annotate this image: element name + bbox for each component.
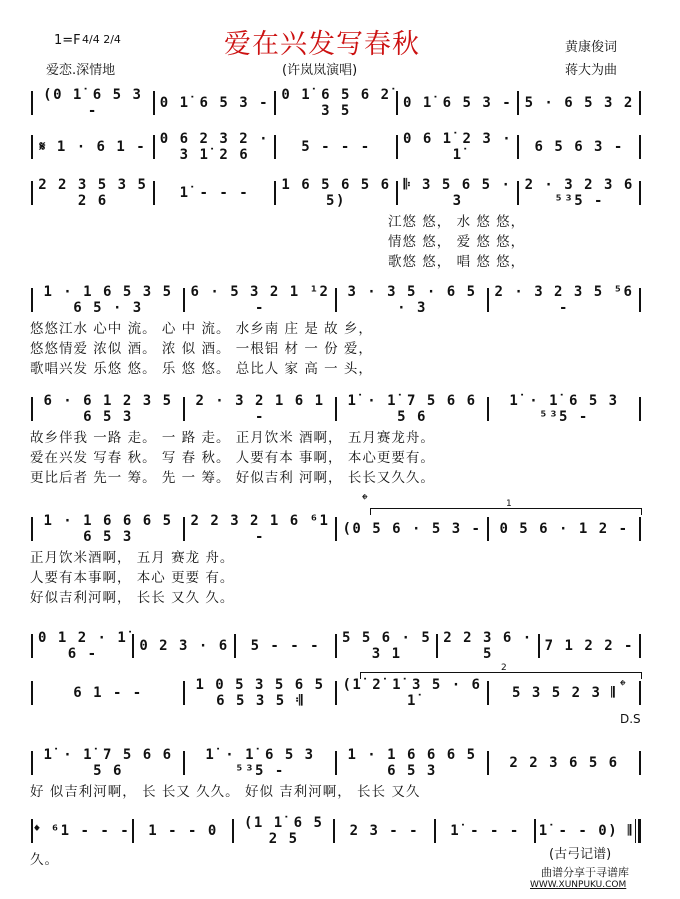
barline: [639, 751, 641, 775]
barline: [639, 135, 641, 159]
barline: [335, 751, 337, 775]
barline: [396, 91, 398, 115]
barline: [396, 135, 398, 159]
lyric-line: 好似吉利河啊， 长长 又久 久。: [30, 590, 235, 606]
measure: 2 · 3 2 1 6 1 -: [195, 393, 325, 425]
barline: [335, 634, 337, 658]
measure: 6 5 6 3 -: [534, 139, 624, 155]
volta-bracket: [370, 499, 642, 515]
measure: 1 · 1 6 6 6 5 6 5 3: [43, 513, 173, 545]
barline: [333, 819, 335, 843]
barline: [487, 751, 489, 775]
barline: [153, 135, 155, 159]
measure: 1̇ · 1̇ 6 5 3 ⁵³5 -: [205, 747, 315, 779]
coda-mark: 𝄌: [362, 490, 368, 509]
measure: (0 5 6 · 5 3 -: [342, 521, 482, 537]
barline: [487, 681, 489, 705]
notation-line: [30, 87, 642, 119]
barline: [639, 397, 641, 421]
lyric-line: 歌唱兴发 乐悠 悠。 乐 悠 悠。 总比人 家 高 一 头，: [30, 361, 373, 377]
measure: 1 6 5 6 5 6 5): [281, 177, 391, 209]
lyric-line: 更比后者 先一 筹。 先 一 筹。 好似吉利 河啊， 长长又久久。: [30, 470, 435, 486]
barline: [183, 288, 185, 312]
barline: [534, 819, 536, 843]
measure: 𝄋 1 · 6 1 -: [39, 139, 147, 155]
barline: [639, 288, 641, 312]
barline: [31, 819, 33, 843]
measure: 1 · 1 6 5 3 5 6 5 · 3: [43, 284, 173, 316]
barline: [635, 819, 641, 843]
measure: 5 - - -: [301, 139, 371, 155]
barline: [31, 751, 33, 775]
measure: 1 · 1 6 6 6 5 6 5 3: [347, 747, 477, 779]
singer-credit: (许岚岚演唱): [282, 63, 358, 78]
lyric-line: 好 似吉利河啊， 长 长又 久久。 好似 吉利河啊， 长长 又久: [30, 784, 421, 800]
lyric-line: 久。: [30, 852, 59, 868]
barline: [335, 681, 337, 705]
composer-credit: 蒋大为曲: [565, 63, 618, 78]
measure: 1̇ - - -: [179, 185, 250, 201]
style-marking: 爱恋.深情地: [46, 63, 116, 78]
measure: 2 · 3 2 3 5 ⁵6 -: [494, 284, 634, 316]
coda-mark: 𝄌: [620, 676, 626, 695]
page-title: 爱在兴发写春秋: [224, 29, 420, 60]
measure: 0 6 1̇ 2 3 · 1̇: [402, 131, 513, 163]
barline: [31, 288, 33, 312]
measure: 1̇ · 1̇ 7 5 6 6 5 6: [347, 393, 477, 425]
barline: [274, 91, 276, 115]
measure: 5 - - -: [250, 638, 321, 654]
barline: [517, 91, 519, 115]
measure: 6 · 5 3 2 1 ¹2 -: [190, 284, 330, 316]
barline: [639, 91, 641, 115]
measure: 0 2 3 · 6: [139, 638, 229, 654]
measure: 1̇ · 1̇ 6 5 3 ⁵³5 -: [509, 393, 619, 425]
barline: [31, 135, 33, 159]
measure: (0 1̇ 6 5 3 -: [43, 87, 143, 119]
barline: [234, 634, 236, 658]
measure: 5 5 6 · 5 3 1: [341, 630, 432, 662]
notation-line: [30, 177, 642, 209]
barline: [487, 397, 489, 421]
measure: 0 1 2 · 1̇ 6 -: [37, 630, 128, 662]
barline: [274, 181, 276, 205]
barline: [132, 634, 134, 658]
notation-line: [30, 747, 642, 779]
measure: 𝄌 ⁶1 - - -: [34, 823, 131, 839]
lyric-line: 悠悠江水 心中 流。 心 中 流。 水乡南 庄 是 故 乡，: [30, 321, 373, 337]
time-signature: 4/4 2/4: [82, 33, 121, 46]
measure: 1̇ - - 0) 𝄂: [538, 823, 633, 839]
barline: [487, 517, 489, 541]
barline: [31, 397, 33, 421]
notation-line: [30, 131, 642, 163]
measure: 𝄆 3 5 6 5 · 3: [403, 177, 512, 209]
barline: [335, 288, 337, 312]
measure: 2 2 3 6 5 6: [509, 755, 619, 771]
lyric-line: 江悠 悠， 水 悠 悠，: [388, 214, 526, 230]
barline: [639, 181, 641, 205]
barline: [274, 135, 276, 159]
barline: [153, 181, 155, 205]
measure: 5 · 6 5 3 2: [524, 95, 634, 111]
share-text: 曲谱分享于寻谱库: [541, 866, 629, 879]
site-link[interactable]: WWW.XUNPUKU.COM: [530, 880, 627, 890]
barline: [31, 517, 33, 541]
lyric-line: 故乡伴我 一路 走。 一 路 走。 正月饮米 酒啊， 五月赛龙舟。: [30, 430, 435, 446]
measure: 2 2 3 6 · 5: [443, 630, 533, 662]
notation-line: [30, 393, 642, 425]
lyric-line: 爱在兴发 写春 秋。 写 春 秋。 人要有本 事啊， 本心更要有。: [30, 450, 435, 466]
measure: 2 3 - -: [349, 823, 420, 839]
measure: 3 · 3 5 · 6 5 · 3: [347, 284, 477, 316]
barline: [31, 91, 33, 115]
notation-line: [30, 284, 642, 316]
barline: [232, 819, 234, 843]
key-signature: 1=F: [54, 33, 81, 48]
barline: [436, 634, 438, 658]
measure: 1̇ - - -: [450, 823, 520, 839]
barline: [183, 751, 185, 775]
lyric-line: 正月饮米酒啊， 五月 赛龙 舟。: [30, 550, 235, 566]
barline: [517, 181, 519, 205]
barline: [132, 819, 134, 843]
barline: [31, 634, 33, 658]
measure: 5 3 5 2 3 𝄂: [512, 685, 616, 701]
measure: (1̇ 2̇ 1̇ 3 5 · 6 1̇: [342, 677, 482, 709]
barline: [639, 634, 641, 658]
barline: [31, 681, 33, 705]
measure: 1̇ · 1̇ 7 5 6 6 5 6: [43, 747, 173, 779]
barline: [639, 681, 641, 705]
transcriber-credit: (古弓记谱): [549, 847, 612, 862]
notation-line: [30, 815, 642, 847]
measure: 2 2 3 5 3 5 2 6: [38, 177, 148, 209]
notation-line: [30, 630, 642, 662]
barline: [183, 681, 185, 705]
barline: [183, 397, 185, 421]
barline: [538, 634, 540, 658]
volta-number: 1: [506, 499, 512, 509]
measure: 1 - - 0: [148, 823, 218, 839]
lyric-line: 悠悠情爱 浓似 酒。 浓 似 酒。 一根铝 材 一 份 爱，: [30, 341, 373, 357]
measure: 0 1̇ 6 5 3 -: [159, 95, 269, 111]
lyricist-credit: 黄康俊词: [565, 40, 618, 55]
barline: [517, 135, 519, 159]
measure: 6 1 - -: [73, 685, 143, 701]
measure: 7 1 2 2 -: [544, 638, 634, 654]
barline: [487, 288, 489, 312]
barline: [153, 91, 155, 115]
barline: [183, 517, 185, 541]
notation-line: [30, 677, 642, 709]
lyric-line: 情悠 悠， 爱 悠 悠，: [388, 234, 526, 250]
lyric-line: 人要有本事啊， 本心 更要 有。: [30, 570, 235, 586]
volta-number: 2: [501, 663, 507, 673]
barline: [31, 181, 33, 205]
notation-line: [30, 513, 642, 545]
measure: 2 2 3 2 1 6 ⁶1 -: [190, 513, 330, 545]
barline: [396, 181, 398, 205]
barline: [434, 819, 436, 843]
ds-marking: D.S: [620, 712, 641, 726]
barline: [335, 517, 337, 541]
lyric-line: 歌悠 悠， 唱 悠 悠，: [388, 254, 526, 270]
measure: 2 · 3 2 3 6 ⁵³5 -: [524, 177, 634, 209]
measure: 0 1̇ 6 5 6 2̇ 3 5: [281, 87, 391, 119]
barline: [639, 517, 641, 541]
barline: [335, 397, 337, 421]
measure: 6 · 6 1 2 3 5 6 5 3: [43, 393, 173, 425]
measure: 0 5 6 · 1 2 -: [499, 521, 629, 537]
measure: 0 1̇ 6 5 3 -: [402, 95, 513, 111]
measure: 0 6 2 3 2 · 3 1̇ 2 6: [159, 131, 269, 163]
measure: (1 1̇ 6 5 2 5: [243, 815, 324, 847]
measure: 1 0 5 3 5 6 5 6 5 3 5 𝄇: [195, 677, 325, 709]
